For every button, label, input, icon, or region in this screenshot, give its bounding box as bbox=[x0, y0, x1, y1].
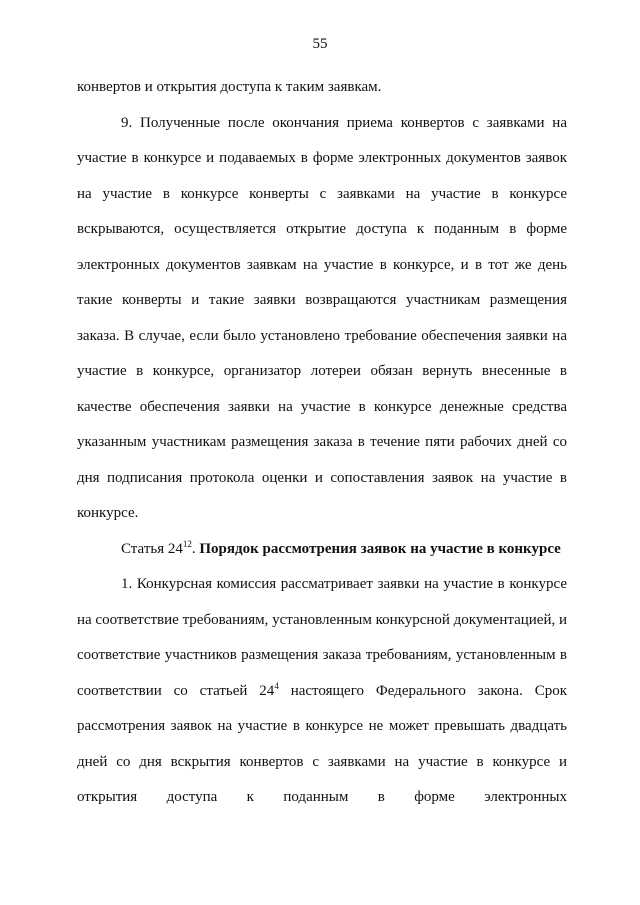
paragraph-item-1-superscript: 4 bbox=[274, 680, 279, 691]
page-number: 55 bbox=[312, 36, 328, 52]
paragraph-item-1-part2: настоящего Федерального закона. Срок рассмотрения заявок на участие в конкурсе не может превышать двадцать дней со дня вскрытия конвертов с заявками на участие в конкурсе и открытия доступа к поданным в форме электронных bbox=[77, 682, 567, 805]
document-body bbox=[77, 70, 567, 816]
paragraph-item-1-part1: 1. Конкурсная комиссия рассматривает заявки на участие в конкурсе на соответствие требованиям, установленным конкурсной документацией, и соответствие участников размещения заказа требованиям, установленным в соответствии со статьей 24 bbox=[77, 576, 568, 699]
paragraph-continuation: конвертов и открытия доступа к таким заявкам. bbox=[77, 79, 382, 95]
article-dot: . bbox=[191, 540, 196, 557]
article-label: Статья 24 bbox=[121, 540, 183, 557]
article-title: Порядок рассмотрения заявок на участие в конкурсе bbox=[199, 540, 561, 557]
paragraph-item-1 bbox=[77, 567, 567, 816]
paragraph-item-9: 9. Полученные после окончания приема конвертов с заявками на участие в конкурсе и подаваемых в форме электронных документов заявок на участие в конкурсе конверты с заявками на участие в конкурсе вскрываются, осуществляется открытие доступа к поданным в форме электронных документов заявкам на участие в конкурсе, и в тот же день такие конверты и такие заявки возвращаются участникам размещения заказа. В случае, если было установлено требование обеспечения заявки на участие в конкурсе, организатор лотереи обязан вернуть внесенные в качестве обеспечения заявки на участие в конкурсе денежные средства указанным участникам размещения заказа в течение пяти рабочих дней со дня подписания протокола оценки и сопоставления заявок на участие в конкурсе. bbox=[77, 114, 567, 521]
article-heading bbox=[77, 532, 567, 568]
article-superscript: 12 bbox=[182, 538, 192, 549]
